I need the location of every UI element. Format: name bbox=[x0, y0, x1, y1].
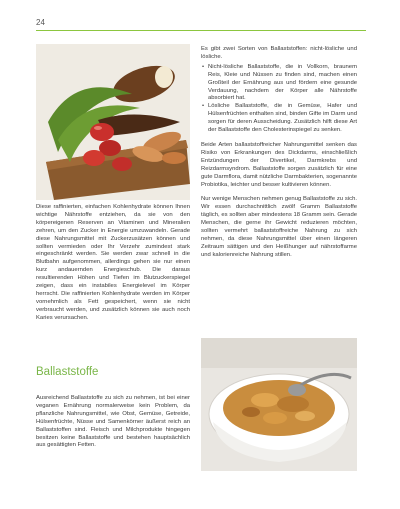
left-paragraph-2 bbox=[36, 395, 190, 450]
header-rule bbox=[36, 30, 366, 31]
list-item: • Nicht-lösliche Ballaststoffe, die in Vollkorn, braunem Reis, Kleie und Nüssen zu finden sind, machen einen Großteil der Ernährung aus und fördern eine gesunde Verdauung, nachdem der Körper alle Nährstoffe absorbiert hat. bbox=[208, 64, 357, 104]
section-title: Ballaststoffe bbox=[36, 366, 99, 378]
muesli-bowl-photo bbox=[201, 338, 357, 471]
fiber-types-list bbox=[201, 64, 357, 135]
muesli-bowl-photo-icon bbox=[201, 338, 357, 471]
right-column bbox=[201, 46, 357, 260]
page-number: 24 bbox=[36, 18, 45, 27]
body-text: Beide Arten ballaststoffreicher Nahrungsmittel senken das Risiko von Erkrankungen des Dickdarms, einschließlich Entzündungen der Divertikel, Darmkrebs und Reizdarmsyndrom. Ballaststoffe sorgen zusätzlich für eine gute Darmflora, damit nützliche Darmbakterien, sogenannte Probiotika, leichter und besser kultivieren können. bbox=[201, 141, 357, 188]
intro-text: Es gibt zwei Sorten von Ballaststoffen: nicht-lösliche und lösliche. bbox=[201, 46, 357, 60]
left-paragraph-1 bbox=[36, 204, 190, 323]
body-text: Nur wenige Menschen nehmen genug Ballaststoffe zu sich. Wir essen durchschnittlich zwölf Gramm Ballaststoffe täglich, es sollten aber mindestens 18 Gramm sein. Gerade Menschen, die gerne ihr Gewicht reduzieren möchten, sollten vermehrt ballaststoffreiche Nahrung zu sich nehmen, da diese Nahrungsmittel über einen längeren Zeitraum sättigen und den Heißhunger auf nährstoffarme und kalorienreiche Nahrung stillen. bbox=[201, 196, 357, 258]
list-item: • Lösliche Ballaststoffe, die in Gemüse, Hafer und Hülsenfrüchten enthalten sind, binden Gifte im Darm und sorgen für deren Ausscheidung. Zusätzlich hilft diese Art der Ballaststoffe den Cholesterinspiegel zu senken. bbox=[208, 103, 357, 135]
body-text: Diese raffinierten, einfachen Kohlenhydrate können Ihnen wichtige Nährstoffe entziehen, da sie von den körpereigenen Reserven an Vitaminen und Mineralien zehren, um den Zucker in Energie umzuwandeln. Gerade diese Nahrungsmittel mit Zuckerzusätzen können und sollten vermieden oder Ihr Verzehr zumindest stark eingeschränkt werden. Sie werden zwar schnell in die Blutbahn aufgenommen, allerdings gehen sie nur einen kurz andauernden Energieschub. Die daraus resultierenden Höhen und Tiefen im Blutzuckerspiegel zeigen, dass ein instabiles Energielevel im Körper herrscht. Die raffinierten Kohlenhydrate werden im Körper vornehmlich als Fett gespeichert, wenn sie nicht verbraucht werden, und zusätzlich können sie auch noch Karies verursachen. bbox=[36, 204, 190, 321]
body-text: Ausreichend Ballaststoffe zu sich zu nehmen, ist bei einer veganen Ernährung normalerweise kein Problem, da pflanzliche Nahrungsmittel, wie Obst, Gemüse, Getreide, Hülsenfrüchte, Nüsse und Samenkörner äußerst reich an Ballaststoffen sind. Fleisch und Milchprodukte hingegen besitzen keine Ballaststoffe und bestehen hauptsächlich aus gesättigten Fetten. bbox=[36, 395, 190, 449]
vegetables-photo bbox=[36, 44, 190, 200]
vegetables-photo-icon bbox=[36, 44, 190, 200]
